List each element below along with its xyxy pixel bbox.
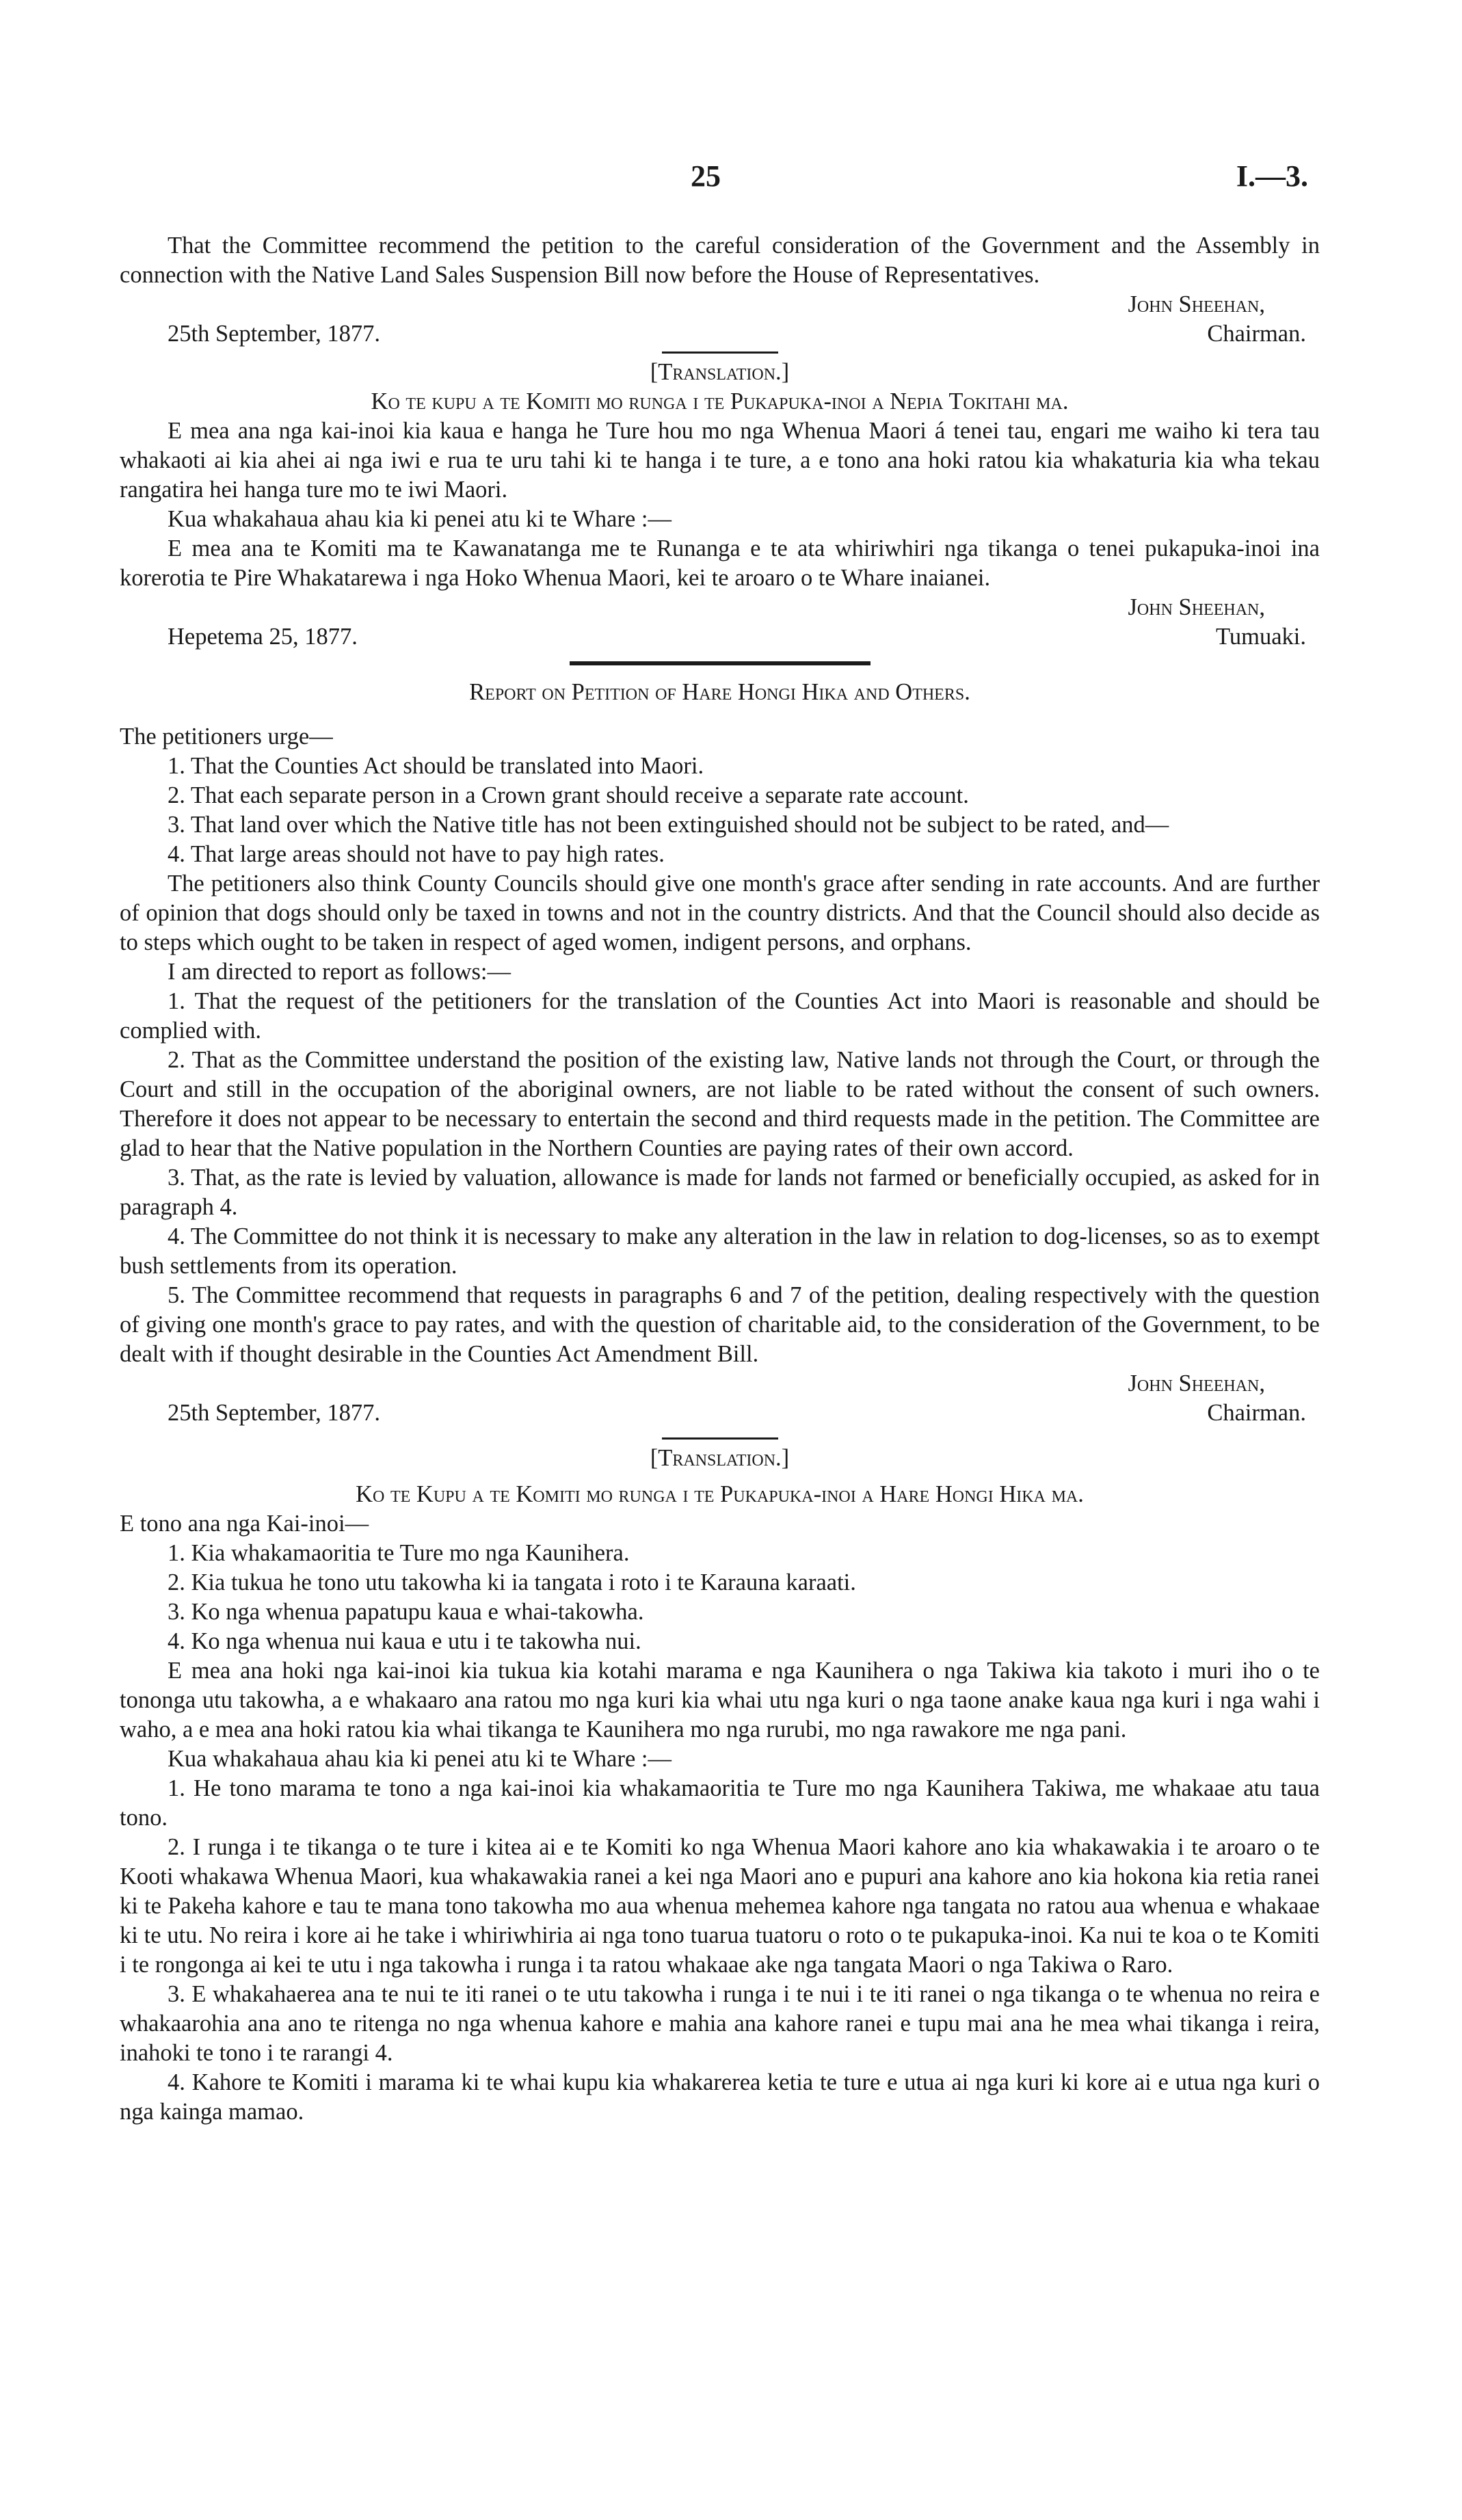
- signature-row: [120, 1398, 1320, 1428]
- document-reference: I.—3.: [1236, 159, 1308, 193]
- finding-item: 5. The Committee recommend that requests in paragraphs 6 and 7 of the petition, dealing respectively with the question of giving one month's grace to pay rates, and with the question of charitable aid, to the consideration of the Government, to be dealt with if thought desirable in the Counties Act Amendment Bill.: [120, 1282, 1320, 1367]
- translation-title: Ko te kupu a te Komiti mo runga i te Pukapuka-inoi a Nepia Tokitahi ma.: [371, 388, 1069, 414]
- translation-label: [Translation.]: [650, 1445, 790, 1471]
- finding-item: 3. E whakahaerea ana te nui te iti ranei o te utu takowha i runga i te nui i te iti ranei o nga tikanga o te whenua no reira e whakaarohia ana ano te ritenga no nga whenua kahore e mahia ana kahore ranei e tupu mai ana he mea whai tikanga i reira, inahoki te tono i te rarangi 4.: [120, 1981, 1320, 2066]
- list-item: 1. Kia whakamaoritia te Ture mo nga Kaunihera.: [168, 1540, 630, 1566]
- report-paragraph: I am directed to report as follows:—: [168, 959, 511, 985]
- list-item: 3. That land over which the Native title has not been extinguished should not be subject to be rated, and—: [168, 812, 1169, 838]
- divider: [662, 1437, 778, 1440]
- translation-paragraph: Kua whakahaua ahau kia ki penei atu ki te Whare :—: [168, 1746, 672, 1772]
- list-item: 4. Ko nga whenua nui kaua e utu i te takowha nui.: [168, 1628, 641, 1654]
- translation-label: [Translation.]: [650, 359, 790, 385]
- translation-paragraph: Kua whakahaua ahau kia ki penei atu ki te Whare :—: [168, 506, 672, 532]
- page-body: [120, 231, 1320, 2127]
- page-number: 25: [691, 159, 721, 193]
- signature-name: John Sheehan,: [1128, 291, 1265, 317]
- divider: [662, 352, 778, 354]
- signature-row: [120, 319, 1320, 349]
- recommendation-paragraph: That the Committee recommend the petition to the careful consideration of the Government and the Assembly in connection with the Native Land Sales Suspension Bill now before the House of Representatives.: [120, 233, 1320, 288]
- finding-item: 2. That as the Committee understand the position of the existing law, Native lands not through the Court, or through the Court and still in the occupation of the aboriginal owners, are not liable to be rated without the consent of such owners. Therefore it does not appear to be necessary to entertain the second and third requests made in the petition. The Committee are glad to hear that the Native population in the Northern Counties are paying rates of their own accord.: [120, 1047, 1320, 1161]
- translation-intro: E tono ana nga Kai-inoi—: [120, 1511, 369, 1537]
- list-item: 3. Ko nga whenua papatupu kaua e whai-takowha.: [168, 1599, 644, 1625]
- list-item: 2. Kia tukua he tono utu takowha ki ia tangata i roto i te Karauna karaati.: [168, 1569, 856, 1595]
- signature-date: Hepetema 25, 1877.: [168, 624, 358, 650]
- signature-name: John Sheehan,: [1128, 594, 1265, 620]
- list-item: 2. That each separate person in a Crown grant should receive a separate rate account.: [168, 782, 969, 808]
- signature-role: Chairman.: [1207, 321, 1306, 347]
- report-intro: The petitioners urge—: [120, 724, 333, 750]
- signature-row: [120, 622, 1320, 652]
- report-title: Report on Petition of Hare Hongi Hika and Others.: [469, 679, 970, 705]
- list-item: 1. That the Counties Act should be translated into Maori.: [168, 753, 704, 779]
- translation-title: Ko te Kupu a te Komiti mo runga i te Pukapuka-inoi a Hare Hongi Hika ma.: [356, 1481, 1084, 1507]
- translation-paragraph: E mea ana te Komiti ma te Kawanatanga me te Runanga e te ata whiriwhiri nga tikanga o tenei pukapuka-inoi ina korerotia te Pire Whakatarewa i nga Hoko Whenua Maori, kei te aroaro o te Whare inaianei.: [120, 535, 1320, 591]
- translation-paragraph: E mea ana hoki nga kai-inoi kia tukua kia kotahi marama e nga Kaunihera o nga Takiwa kia takoto i muri iho o te tononga utu takowha, a e whakaaro ana ratou mo nga kuri kia whai utu nga kuri o nga taone anake kaua nga kuri i nga wahi i waho, a e mea ana hoki ratou kia whai tikanga te Kaunihera mo nga rurubi, mo nga rawakore me nga pani.: [120, 1658, 1320, 1742]
- finding-item: 1. He tono marama te tono a nga kai-inoi kia whakamaoritia te Ture mo nga Kaunihera Takiwa, me whakaae atu taua tono.: [120, 1775, 1320, 1831]
- translation-paragraph: E mea ana nga kai-inoi kia kaua e hanga he Ture hou mo nga Whenua Maori á tenei tau, engari me waiho ki tera tau whakaoti ai kia ahei ai nga iwi e rua te uru tahi ki te hanga i te ture, a e tono ana hoki ratou kia whakaturia kia wha tekau rangatira hei hanga ture mo te iwi Maori.: [120, 418, 1320, 503]
- page-header: [0, 159, 1462, 200]
- list-item: 4. That large areas should not have to pay high rates.: [168, 841, 665, 867]
- finding-item: 1. That the request of the petitioners for the translation of the Counties Act into Maori is reasonable and should be complied with.: [120, 988, 1320, 1044]
- finding-item: 4. Kahore te Komiti i marama ki te whai kupu kia whakarerea ketia te ture e utua ai nga kuri ki kore ai e utua nga kuri o nga kainga mamao.: [120, 2069, 1320, 2125]
- signature-date: 25th September, 1877.: [168, 1400, 380, 1426]
- signature-role: Tumuaki.: [1216, 624, 1306, 650]
- signature-role: Chairman.: [1207, 1400, 1306, 1426]
- finding-item: 2. I runga i te tikanga o te ture i kitea ai e te Komiti ko nga Whenua Maori kahore ano kia whakawakia i te aroaro o te Kooti whakawa Whenua Maori, kua whakawakia ranei a kei nga Maori ano e pupuri ana kahore ano kia hokona kia retia ranei ki te Pakeha kahore e tau te mana tono takowha mo aua whenua mehemea kahore nga tangata no ratou aua whenua e whakaae ki te utu. No reira i kore ai he take i whiriwhiria ai nga tono tuarua tuatoru o roto o te pukapuka-inoi. Ka nui te koa o te Komiti i te rongonga ai kei te utu i nga takowha i runga i ta ratou whakaae ake nga tangata Maori o nga Takiwa o Raro.: [120, 1834, 1320, 1978]
- finding-item: 3. That, as the rate is levied by valuation, allowance is made for lands not farmed or beneficially occupied, as asked for in paragraph 4.: [120, 1165, 1320, 1220]
- section-divider: [570, 661, 870, 665]
- finding-item: 4. The Committee do not think it is necessary to make any alteration in the law in relation to dog-licenses, so as to exempt bush settlements from its operation.: [120, 1223, 1320, 1279]
- signature-date: 25th September, 1877.: [168, 321, 380, 347]
- signature-name: John Sheehan,: [1128, 1370, 1265, 1396]
- report-paragraph: The petitioners also think County Councils should give one month's grace after sending in rate accounts. And are further of opinion that dogs should only be taxed in towns and not in the country districts. And that the Council should also decide as to steps which ought to be taken in respect of aged women, indigent persons, and orphans.: [120, 871, 1320, 955]
